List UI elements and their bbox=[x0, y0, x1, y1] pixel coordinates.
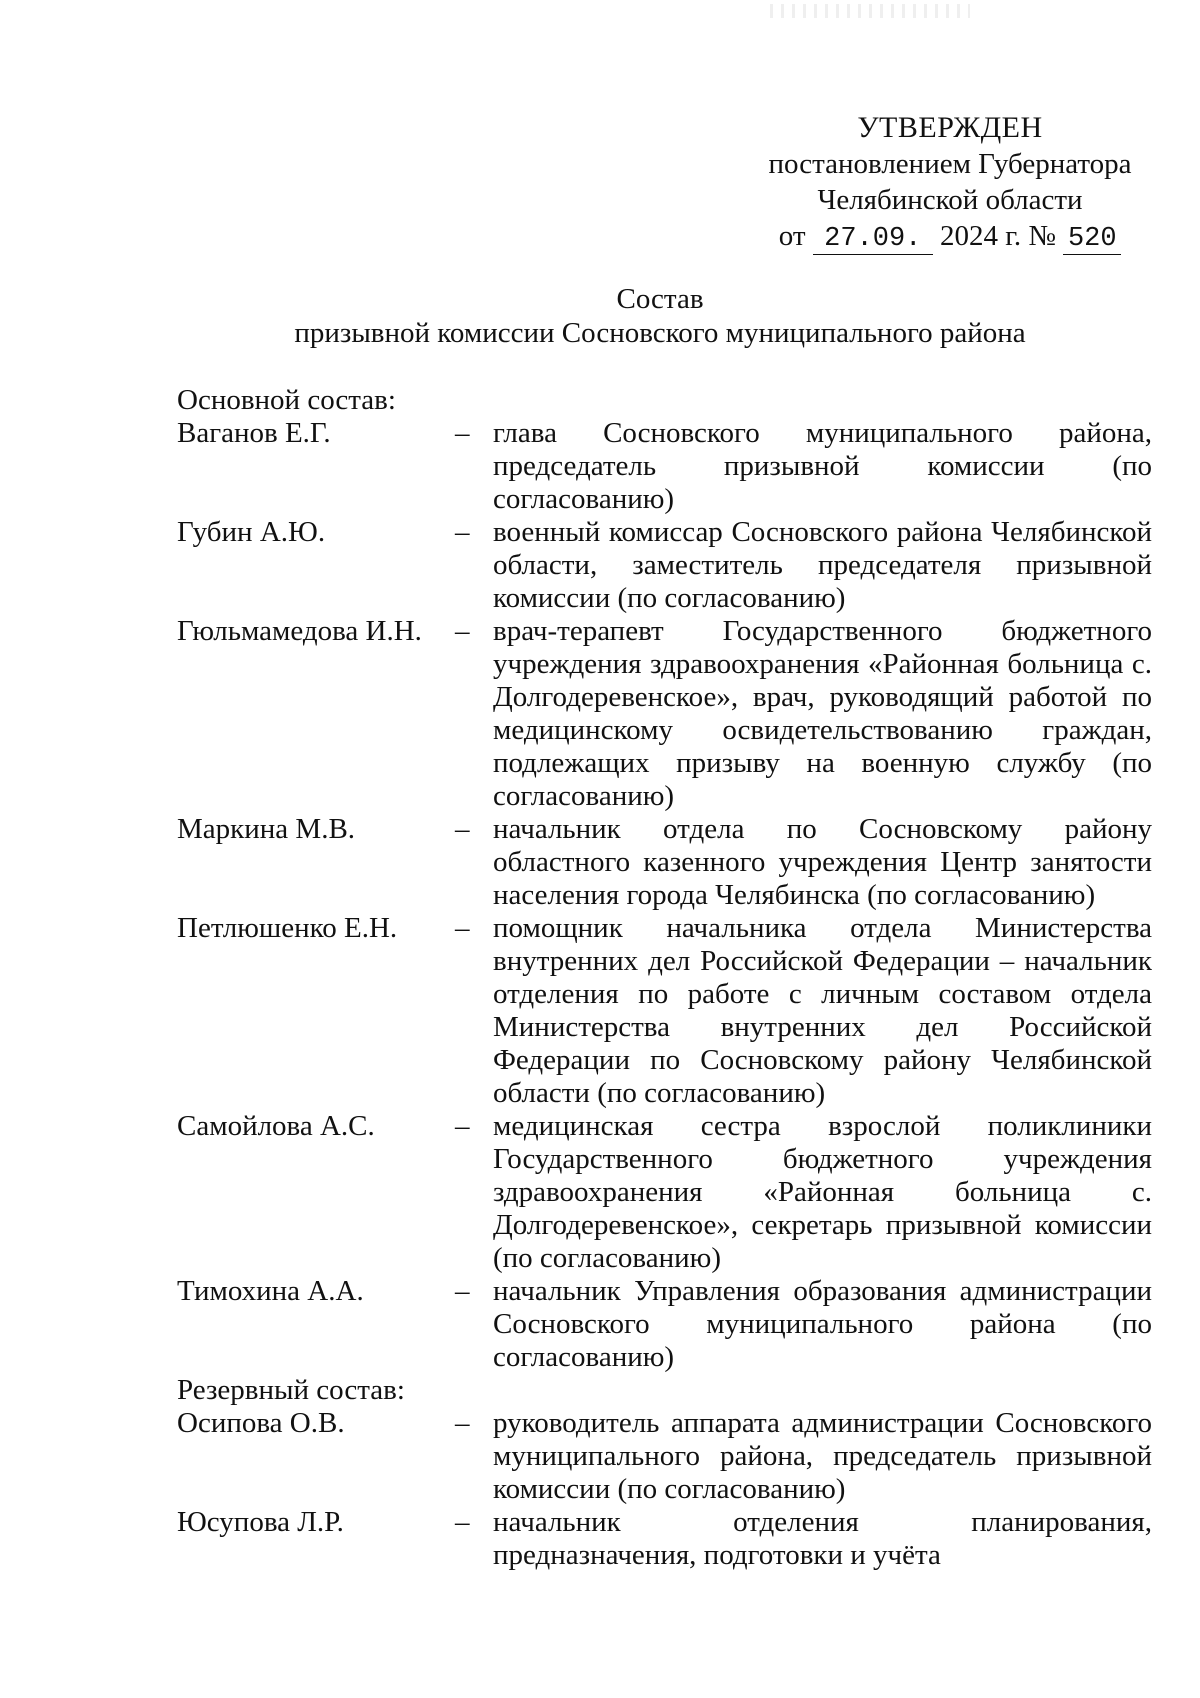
reserve-section-heading: Резервный состав: bbox=[177, 1374, 405, 1406]
member-row bbox=[177, 1506, 1152, 1572]
member-dash: – bbox=[455, 912, 470, 944]
decree-date: 27.09. bbox=[813, 224, 933, 255]
member-description: начальник Управления образования администрации Сосновского муниципального района (по согласованию) bbox=[493, 1275, 1152, 1373]
approval-stamp-block bbox=[760, 110, 1140, 255]
date-prefix: от bbox=[778, 220, 806, 252]
member-description: начальник отдела по Сосновскому району областного казенного учреждения Центр занятости населения города Челябинска (по согласованию) bbox=[493, 813, 1152, 911]
member-description: медицинская сестра взрослой поликлиники Государственного бюджетного учреждения здравоохранения «Районная больница с. Долгодеревенское», секретарь призывной комиссии (по согласованию) bbox=[493, 1110, 1152, 1274]
member-name: Гюльмамедова И.Н. bbox=[177, 615, 422, 647]
member-row bbox=[177, 1407, 1152, 1506]
approval-heading: УТВЕРЖДЕН bbox=[857, 111, 1043, 144]
scan-artifact bbox=[770, 4, 970, 18]
member-dash: – bbox=[455, 1275, 470, 1307]
member-dash: – bbox=[455, 615, 470, 647]
main-section-heading: Основной состав: bbox=[177, 384, 396, 416]
decree-year: 2024 г. № bbox=[940, 220, 1057, 252]
member-name: Губин А.Ю. bbox=[177, 516, 326, 548]
title-line-commission: призывной комиссии Сосновского муниципального района bbox=[294, 317, 1026, 349]
member-dash: – bbox=[455, 1506, 470, 1538]
member-dash: – bbox=[455, 813, 470, 845]
member-dash: – bbox=[455, 1110, 470, 1142]
member-name: Осипова О.В. bbox=[177, 1407, 345, 1439]
member-description: врач-терапевт Государственного бюджетного учреждения здравоохранения «Районная больница с. Долгодеревенское», врач, руководящий работой по медицинскому освидетельствованию граждан, подлежащих призыву на военную службу (по согласованию) bbox=[493, 615, 1152, 812]
approval-line-decree: постановлением Губернатора bbox=[768, 148, 1132, 180]
approval-line-region: Челябинской области bbox=[817, 184, 1083, 216]
member-row bbox=[177, 813, 1152, 912]
member-name: Самойлова А.С. bbox=[177, 1110, 375, 1142]
title-line-composition: Состав bbox=[616, 283, 704, 315]
member-name: Петлюшенко Е.Н. bbox=[177, 912, 398, 944]
member-description: военный комиссар Сосновского района Челябинской области, заместитель председателя призывной комиссии (по согласованию) bbox=[493, 516, 1152, 614]
member-row bbox=[177, 516, 1152, 615]
reserve-members-list bbox=[177, 1407, 1152, 1572]
main-members-list bbox=[177, 417, 1152, 1374]
member-dash: – bbox=[455, 417, 470, 449]
member-row bbox=[177, 1110, 1152, 1275]
member-description: глава Сосновского муниципального района, председатель призывной комиссии (по согласованию) bbox=[493, 417, 1152, 515]
member-dash: – bbox=[455, 516, 470, 548]
document-title bbox=[170, 282, 1150, 350]
member-name: Юсупова Л.Р. bbox=[177, 1506, 344, 1538]
member-name: Ваганов Е.Г. bbox=[177, 417, 331, 449]
approval-date-line bbox=[760, 218, 1140, 255]
member-description: помощник начальника отдела Министерства внутренних дел Российской Федерации – начальник отделения по работе с личным составом отдела Министерства внутренних дел Российской Федерации по Сосновскому району Челябинской области (по согласованию) bbox=[493, 912, 1152, 1109]
member-description: руководитель аппарата администрации Сосновского муниципального района, председатель призывной комиссии (по согласованию) bbox=[493, 1407, 1152, 1505]
commission-members bbox=[177, 384, 1152, 1572]
member-dash: – bbox=[455, 1407, 470, 1439]
member-description: начальник отделения планирования, предназначения, подготовки и учёта bbox=[493, 1506, 1152, 1571]
member-name: Тимохина А.А. bbox=[177, 1275, 364, 1307]
decree-number: 520 bbox=[1063, 224, 1121, 255]
member-row bbox=[177, 912, 1152, 1110]
member-name: Маркина М.В. bbox=[177, 813, 356, 845]
member-row bbox=[177, 417, 1152, 516]
member-row bbox=[177, 615, 1152, 813]
member-row bbox=[177, 1275, 1152, 1374]
